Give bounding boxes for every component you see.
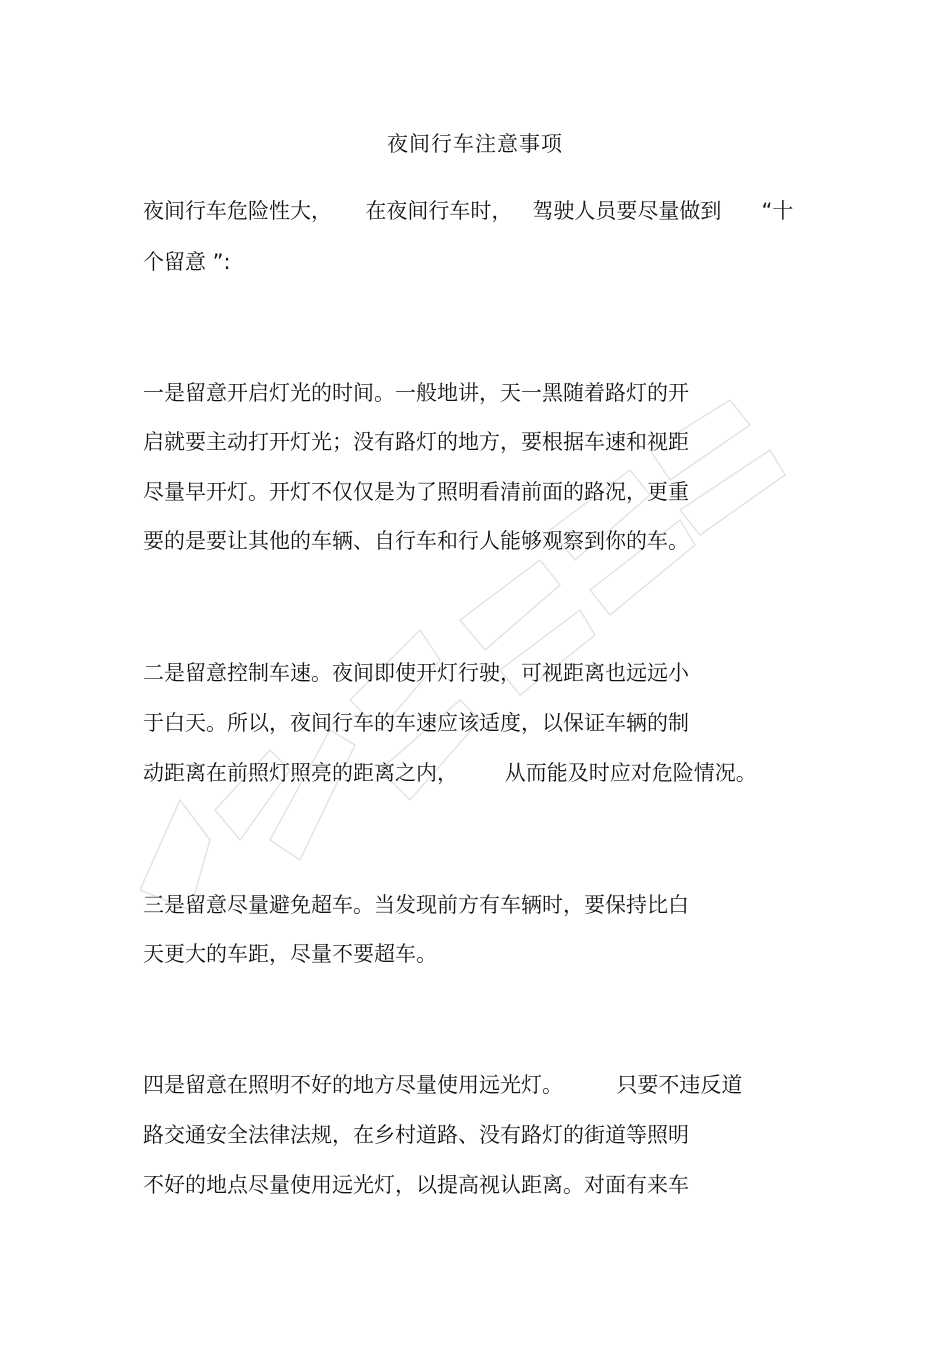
paragraph-line: 于白天。所以，夜间行车的车速应该适度，以保证车辆的制: [143, 711, 689, 735]
paragraph-line: 动距离在前照灯照亮的距离之内， 从而能及时应对危险情况。: [143, 761, 757, 785]
paragraph-line: 不好的地点尽量使用远光灯，以提高视认距离。对面有来车: [143, 1173, 689, 1197]
document-title: 夜间行车注意事项: [387, 132, 563, 156]
intro-line: 夜间行车危险性大， 在夜间行车时， 驾驶人员要尽量做到 “十: [143, 199, 794, 223]
paragraph-line: 要的是要让其他的车辆、自行车和行人能够观察到你的车。: [143, 529, 689, 553]
paragraph-line: 四是留意在照明不好的地方尽量使用远光灯。 只要不违反道: [143, 1073, 743, 1097]
intro-line: 个留意 ”:: [143, 250, 231, 274]
paragraph-line: 路交通安全法律法规，在乡村道路、没有路灯的街道等照明: [143, 1123, 689, 1147]
paragraph-line: 启就要主动打开灯光；没有路灯的地方，要根据车速和视距: [143, 430, 689, 454]
paragraph-line: 一是留意开启灯光的时间。一般地讲，天一黑随着路灯的开: [143, 381, 689, 405]
paragraph-line: 二是留意控制车速。夜间即使开灯行驶，可视距离也远远小: [143, 661, 689, 685]
paragraph-line: 天更大的车距，尽量不要超车。: [143, 942, 437, 966]
paragraph-line: 尽量早开灯。开灯不仅仅是为了照明看清前面的路况，更重: [143, 480, 689, 504]
paragraph-line: 三是留意尽量避免超车。当发现前方有车辆时，要保持比白: [143, 893, 689, 917]
